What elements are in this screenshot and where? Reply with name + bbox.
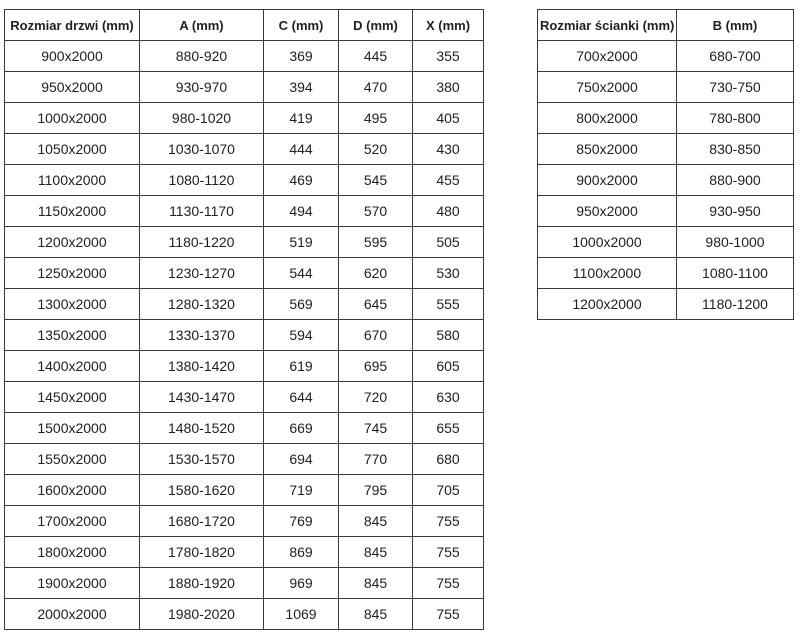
- column-header: D (mm): [339, 10, 413, 41]
- table-cell: 1100x2000: [5, 165, 140, 196]
- header-row: [5, 10, 484, 41]
- table-cell: 1550x2000: [5, 444, 140, 475]
- table-cell: 1530-1570: [140, 444, 264, 475]
- table-row: [5, 413, 484, 444]
- table-cell: 1300x2000: [5, 289, 140, 320]
- table-cell: 470: [339, 72, 413, 103]
- table-row: [538, 165, 794, 196]
- table-cell: 1680-1720: [140, 506, 264, 537]
- table-cell: 595: [339, 227, 413, 258]
- table-cell: 869: [264, 537, 339, 568]
- table-cell: 720: [339, 382, 413, 413]
- table-cell: 1100x2000: [538, 258, 677, 289]
- table-cell: 1250x2000: [5, 258, 140, 289]
- table-cell: 1880-1920: [140, 568, 264, 599]
- table-cell: 1800x2000: [5, 537, 140, 568]
- table-cell: 780-800: [677, 103, 794, 134]
- table-cell: 950x2000: [5, 72, 140, 103]
- table-row: [5, 258, 484, 289]
- column-header: B (mm): [677, 10, 794, 41]
- table-cell: 1000x2000: [538, 227, 677, 258]
- table-cell: 394: [264, 72, 339, 103]
- table-cell: 1280-1320: [140, 289, 264, 320]
- table-cell: 880-900: [677, 165, 794, 196]
- table-cell: 1180-1220: [140, 227, 264, 258]
- header-row: [538, 10, 794, 41]
- table-row: [5, 320, 484, 351]
- table-cell: 1480-1520: [140, 413, 264, 444]
- table-row: [538, 72, 794, 103]
- table-cell: 800x2000: [538, 103, 677, 134]
- table-row: [5, 103, 484, 134]
- table-row: [5, 41, 484, 72]
- table-cell: 755: [413, 568, 484, 599]
- table-cell: 845: [339, 537, 413, 568]
- table-cell: 670: [339, 320, 413, 351]
- table-row: [5, 351, 484, 382]
- table-row: [5, 289, 484, 320]
- table-cell: 1030-1070: [140, 134, 264, 165]
- table-row: [5, 134, 484, 165]
- table-cell: 700x2000: [538, 41, 677, 72]
- table-row: [5, 599, 484, 630]
- table-cell: 444: [264, 134, 339, 165]
- table-cell: 1150x2000: [5, 196, 140, 227]
- column-header: Rozmiar drzwi (mm): [5, 10, 140, 41]
- table-row: [538, 41, 794, 72]
- table-cell: 755: [413, 599, 484, 630]
- table-row: [5, 537, 484, 568]
- table-cell: 1700x2000: [5, 506, 140, 537]
- table-cell: 469: [264, 165, 339, 196]
- table-cell: 455: [413, 165, 484, 196]
- table-cell: 900x2000: [538, 165, 677, 196]
- column-header: A (mm): [140, 10, 264, 41]
- table-cell: 545: [339, 165, 413, 196]
- column-header: Rozmiar ścianki (mm): [538, 10, 677, 41]
- table-cell: 1330-1370: [140, 320, 264, 351]
- table-cell: 630: [413, 382, 484, 413]
- table-cell: 1069: [264, 599, 339, 630]
- table-cell: 555: [413, 289, 484, 320]
- table-cell: 380: [413, 72, 484, 103]
- table-cell: 1430-1470: [140, 382, 264, 413]
- table-row: [5, 568, 484, 599]
- table-cell: 369: [264, 41, 339, 72]
- table-row: [5, 475, 484, 506]
- table-cell: 1180-1200: [677, 289, 794, 320]
- table-cell: 1500x2000: [5, 413, 140, 444]
- table-cell: 505: [413, 227, 484, 258]
- table-row: [5, 196, 484, 227]
- column-header: X (mm): [413, 10, 484, 41]
- table-cell: 695: [339, 351, 413, 382]
- table-cell: 480: [413, 196, 484, 227]
- table-cell: 1050x2000: [5, 134, 140, 165]
- table-cell: 1780-1820: [140, 537, 264, 568]
- table-cell: 719: [264, 475, 339, 506]
- table-cell: 850x2000: [538, 134, 677, 165]
- table-cell: 795: [339, 475, 413, 506]
- table-cell: 530: [413, 258, 484, 289]
- table-cell: 570: [339, 196, 413, 227]
- table-cell: 1230-1270: [140, 258, 264, 289]
- table-cell: 580: [413, 320, 484, 351]
- table-cell: 769: [264, 506, 339, 537]
- wall-size-table: [537, 9, 794, 320]
- table-cell: 930-950: [677, 196, 794, 227]
- table-cell: 355: [413, 41, 484, 72]
- table-cell: 680: [413, 444, 484, 475]
- table-row: [538, 227, 794, 258]
- table-cell: 1200x2000: [538, 289, 677, 320]
- table-row: [538, 134, 794, 165]
- table-row: [5, 444, 484, 475]
- table-cell: 1400x2000: [5, 351, 140, 382]
- table-cell: 495: [339, 103, 413, 134]
- table-cell: 1130-1170: [140, 196, 264, 227]
- table-cell: 569: [264, 289, 339, 320]
- table-cell: 845: [339, 568, 413, 599]
- table-cell: 2000x2000: [5, 599, 140, 630]
- table-cell: 969: [264, 568, 339, 599]
- table-row: [538, 289, 794, 320]
- table-cell: 430: [413, 134, 484, 165]
- table-row: [5, 382, 484, 413]
- table-cell: 405: [413, 103, 484, 134]
- table-cell: 680-700: [677, 41, 794, 72]
- table-cell: 730-750: [677, 72, 794, 103]
- table-cell: 1450x2000: [5, 382, 140, 413]
- table-cell: 1380-1420: [140, 351, 264, 382]
- table-row: [538, 196, 794, 227]
- table-row: [5, 227, 484, 258]
- door-size-table: [4, 9, 484, 630]
- table-cell: 594: [264, 320, 339, 351]
- table-cell: 1600x2000: [5, 475, 140, 506]
- table-cell: 1350x2000: [5, 320, 140, 351]
- table-cell: 644: [264, 382, 339, 413]
- table-cell: 1580-1620: [140, 475, 264, 506]
- table-row: [538, 103, 794, 134]
- table-row: [538, 258, 794, 289]
- table-cell: 930-970: [140, 72, 264, 103]
- table-cell: 755: [413, 537, 484, 568]
- table-cell: 445: [339, 41, 413, 72]
- table-cell: 755: [413, 506, 484, 537]
- table-cell: 705: [413, 475, 484, 506]
- table-cell: 980-1000: [677, 227, 794, 258]
- table-row: [5, 165, 484, 196]
- table-cell: 750x2000: [538, 72, 677, 103]
- table-cell: 494: [264, 196, 339, 227]
- table-cell: 669: [264, 413, 339, 444]
- table-cell: 1080-1100: [677, 258, 794, 289]
- table-cell: 1980-2020: [140, 599, 264, 630]
- table-cell: 619: [264, 351, 339, 382]
- table-cell: 900x2000: [5, 41, 140, 72]
- column-header: C (mm): [264, 10, 339, 41]
- table-cell: 419: [264, 103, 339, 134]
- table-cell: 1000x2000: [5, 103, 140, 134]
- table-cell: 770: [339, 444, 413, 475]
- table-cell: 880-920: [140, 41, 264, 72]
- table-cell: 1080-1120: [140, 165, 264, 196]
- table-cell: 655: [413, 413, 484, 444]
- table-row: [5, 506, 484, 537]
- table-cell: 519: [264, 227, 339, 258]
- table-cell: 520: [339, 134, 413, 165]
- table-cell: 645: [339, 289, 413, 320]
- table-cell: 830-850: [677, 134, 794, 165]
- table-cell: 845: [339, 506, 413, 537]
- table-cell: 605: [413, 351, 484, 382]
- table-cell: 1200x2000: [5, 227, 140, 258]
- table-cell: 694: [264, 444, 339, 475]
- table-cell: 845: [339, 599, 413, 630]
- table-cell: 745: [339, 413, 413, 444]
- table-cell: 950x2000: [538, 196, 677, 227]
- table-cell: 620: [339, 258, 413, 289]
- table-cell: 544: [264, 258, 339, 289]
- table-cell: 980-1020: [140, 103, 264, 134]
- table-row: [5, 72, 484, 103]
- table-cell: 1900x2000: [5, 568, 140, 599]
